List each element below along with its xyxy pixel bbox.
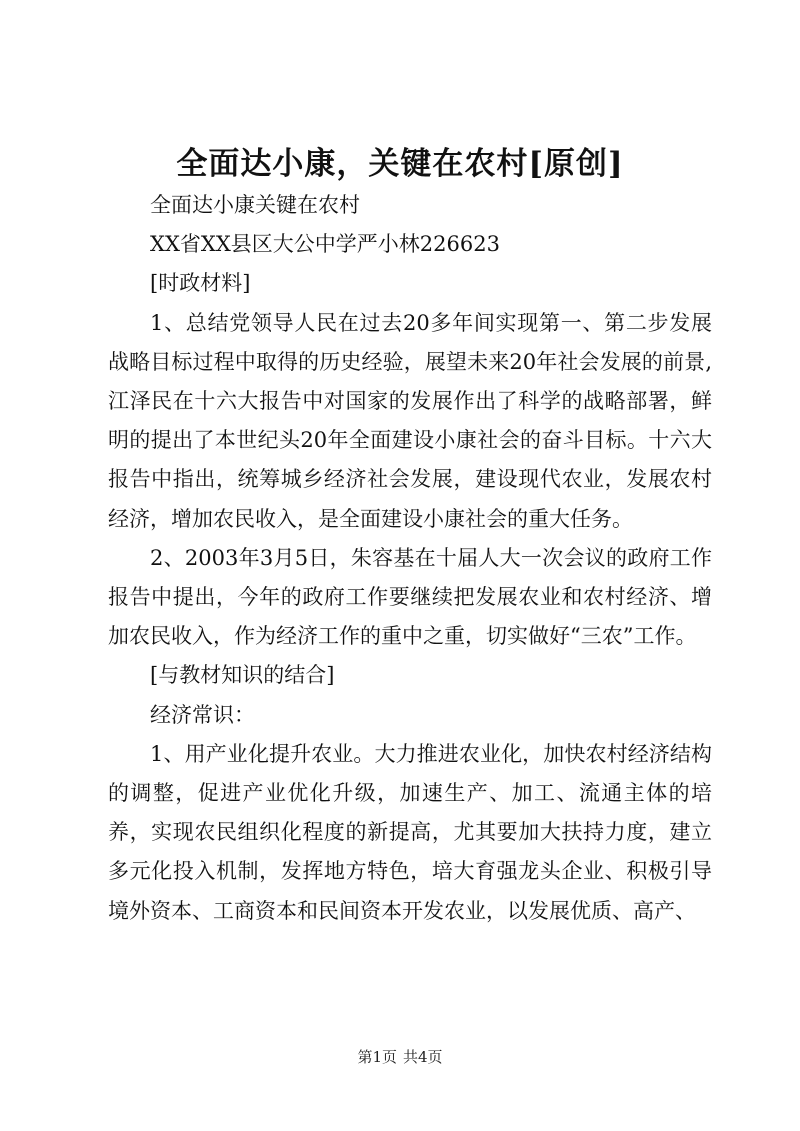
- body-paragraph: 1、总结党领导人民在过去20多年间实现第一、第二步发展战略目标过程中取得的历史经验，展望未来20年社会发展的前景,江泽民在十六大报告中对国家的发展作出了科学的战略部署，鲜明的提出了本世纪头20年全面建设小康社会的奋斗目标。十六大报告中指出，统筹城乡经济社会发展，建设现代农业，发展农村经济，增加农民收入，是全面建设小康社会的重大任务。: [108, 310, 712, 531]
- document-title: 全面达小康，关键在农村[原创]: [176, 146, 624, 182]
- section-heading-textbook: [与教材知识的结合]: [150, 663, 335, 688]
- document-body: [108, 186, 712, 931]
- body-paragraph: 1、用产业化提升农业。大力推进农业化，加快农村经济结构的调整，促进产业优化升级，加速生产、加工、流通主体的培养，实现农民组织化程度的新提高，尤其要加大扶持力度，建立多元化投入机制，发挥地方特色，培大育强龙头企业、积极引导境外资本、工商资本和民间资本开发农业，以发展优质、高产、: [108, 741, 712, 923]
- body-paragraph: 2、2003年3月5日，朱容基在十届人大一次会议的政府工作报告中提出，今年的政府工作要继续把发展农业和农村经济、增加农民收入，作为经济工作的重中之重，切实做好“三农”工作。: [108, 545, 712, 649]
- page-total: 共4页: [403, 1048, 443, 1066]
- page-number: 第1页: [357, 1048, 397, 1066]
- page-footer: [0, 1046, 800, 1067]
- section-heading-current-affairs: [时政材料]: [150, 271, 251, 296]
- subsection-heading-economics: 经济常识：: [150, 702, 255, 727]
- subtitle-paragraph: 全面达小康关键在农村: [150, 193, 360, 217]
- author-line: XX省XX县区大公中学严小林226623: [150, 232, 500, 257]
